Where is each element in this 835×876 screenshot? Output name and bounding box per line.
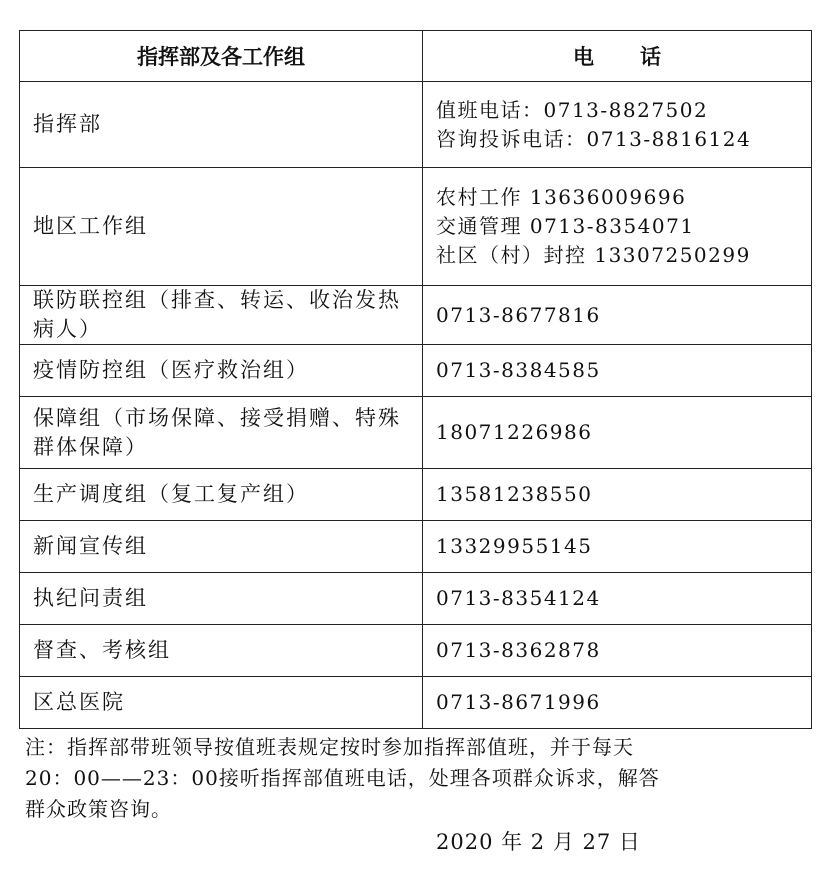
group-name-cell <box>20 573 423 625</box>
group-name-cell <box>20 168 423 286</box>
phone-cell <box>423 345 812 397</box>
group-name-cell <box>20 345 423 397</box>
group-name-cell <box>20 286 423 345</box>
phone-number: 交通管理 0713-8354071 <box>436 214 695 238</box>
phone-number: 0713-8384585 <box>436 358 601 382</box>
phone-number: 0713-8671996 <box>436 690 601 714</box>
group-name-cell <box>20 82 423 168</box>
phone-number: 18071226986 <box>436 420 593 444</box>
group-name: 指挥部 <box>33 112 102 136</box>
phone-number: 0713-8677816 <box>436 302 601 327</box>
group-name: 督查、考核组 <box>33 638 171 662</box>
table-row <box>20 625 812 677</box>
phone-number: 值班电话：0713-8827502 <box>436 97 709 122</box>
header-phone-cell: 电话 <box>423 31 812 82</box>
phone-number: 农村工作 13636009696 <box>436 185 687 209</box>
group-name: 新闻宣传组 <box>33 534 148 558</box>
group-name: 区总医院 <box>33 690 125 714</box>
header-group-cell: 指挥部及各工作组 <box>20 31 423 82</box>
table-row <box>20 82 812 168</box>
group-name-cell <box>20 625 423 677</box>
table-header-row <box>20 31 812 82</box>
document-date: 2020 年 2 月 27 日 <box>436 830 641 854</box>
table-row <box>20 345 812 397</box>
phone-number: 13581238550 <box>436 482 593 506</box>
phone-cell <box>423 82 812 168</box>
group-name: 保障组（市场保障、接受捐赠、特殊群体保障） <box>33 405 401 459</box>
group-name: 联防联控组（排查、转运、收治发热病人） <box>33 288 401 341</box>
group-name-cell <box>20 397 423 469</box>
phone-cell <box>423 677 812 729</box>
footnote <box>25 732 815 825</box>
table-row <box>20 521 812 573</box>
contact-table <box>19 30 812 729</box>
table-row <box>20 286 812 345</box>
phone-cell <box>423 521 812 573</box>
group-name-cell <box>20 469 423 521</box>
phone-number: 社区（村）封控 13307250299 <box>436 243 751 267</box>
phone-cell <box>423 625 812 677</box>
phone-cell <box>423 168 812 286</box>
footnote-line: 群众政策咨询。 <box>25 797 172 821</box>
footnote-line: 注：指挥部带班领导按值班表规定按时参加指挥部值班，并于每天 <box>25 735 634 759</box>
footnote-line: 20：00——23：00接听指挥部值班电话，处理各项群众诉求，解答 <box>25 766 660 790</box>
group-name: 疫情防控组（医疗救治组） <box>33 358 309 382</box>
phone-cell <box>423 397 812 469</box>
group-name-cell <box>20 677 423 729</box>
group-name: 地区工作组 <box>33 214 148 238</box>
phone-cell <box>423 573 812 625</box>
phone-cell <box>423 286 812 345</box>
phone-number: 0713-8354124 <box>436 586 601 610</box>
group-name-cell <box>20 521 423 573</box>
table-row <box>20 677 812 729</box>
group-name: 生产调度组（复工复产组） <box>33 482 309 506</box>
group-name: 执纪问责组 <box>33 586 148 610</box>
table-row <box>20 469 812 521</box>
phone-number: 13329955145 <box>436 534 593 558</box>
phone-number: 0713-8362878 <box>436 638 601 662</box>
table-row <box>20 573 812 625</box>
phone-number: 咨询投诉电话：0713-8816124 <box>436 126 752 151</box>
table-row <box>20 397 812 469</box>
phone-cell <box>423 469 812 521</box>
table-row <box>20 168 812 286</box>
